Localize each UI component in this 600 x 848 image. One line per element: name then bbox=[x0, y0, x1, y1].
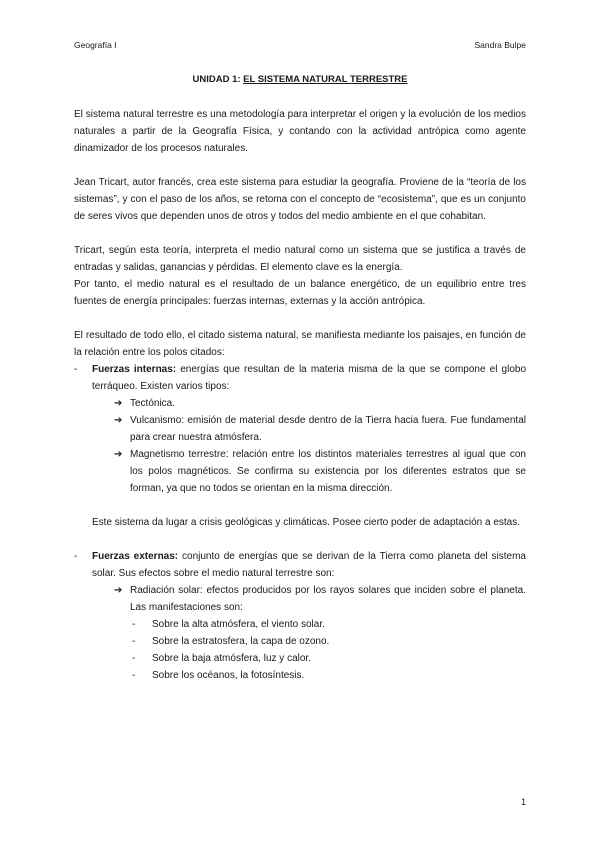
list-item-fuerzas-externas bbox=[74, 548, 526, 582]
sub-item-estratosfera: Sobre la estratosfera, la capa de ozono. bbox=[152, 636, 330, 647]
dash-bullet: - bbox=[132, 670, 136, 681]
list-item bbox=[132, 616, 526, 633]
arrow-icon: ➔ bbox=[114, 449, 123, 460]
list-item bbox=[114, 395, 526, 412]
paragraph-theory: Tricart, según esta teoría, interpreta el medio natural como un sistema que se justifica a través de entradas y salidas, ganancias y pérdidas. El elemento clave es la energía. bbox=[74, 245, 526, 273]
list-item bbox=[132, 667, 526, 684]
header-subject: Geografía I bbox=[74, 40, 117, 50]
fuerzas-internas-text: energías que resultan de la materia misma de la que se compone el globo terráqueo. Existen varios tipos: bbox=[92, 364, 526, 392]
paragraph-tricart: Jean Tricart, autor francés, crea este sistema para estudiar la geografía. Proviene de la “teoría de los sistemas”, y con el paso de los años, se retoma con el concepto de “ecosistema”, que es un conjunto de seres vivos que dependen unos de otros y todos del medio ambiente en el que cohabitan. bbox=[74, 177, 526, 222]
fuerzas-externas-label: Fuerzas externas: bbox=[92, 551, 179, 562]
dash-bullet: - bbox=[74, 551, 78, 562]
internas-item-tectonica: Tectónica. bbox=[130, 398, 176, 409]
externas-arrow-list bbox=[114, 582, 526, 684]
dash-bullet: - bbox=[132, 653, 136, 664]
list-item bbox=[114, 412, 526, 446]
sub-item-alta-atmosfera: Sobre la alta atmósfera, el viento solar. bbox=[152, 619, 325, 630]
paragraph-intro: El sistema natural terrestre es una metodología para interpretar el origen y la evolución de los medios naturales a partir de la Geografía Física, y contando con la actividad antrópica como agente dinamizador de los procesos naturales. bbox=[74, 109, 526, 154]
page-title bbox=[0, 74, 600, 85]
paragraph-result: El resultado de todo ello, el citado sistema natural, se manifiesta mediante los paisajes, en función de la relación entre los polos citados: bbox=[74, 330, 526, 358]
page-number: 1 bbox=[520, 797, 526, 807]
fuerzas-internas-label: Fuerzas internas: bbox=[92, 364, 177, 375]
externas-item-radiacion: Radiación solar: efectos producidos por los rayos solares que inciden sobre el planeta. Las manifestaciones son: bbox=[130, 585, 526, 613]
document-body bbox=[74, 106, 526, 684]
radiacion-sub-list bbox=[132, 616, 526, 684]
list-item bbox=[132, 633, 526, 650]
sub-item-baja-atmosfera: Sobre la baja atmósfera, luz y calor. bbox=[152, 653, 311, 664]
dash-bullet: - bbox=[132, 619, 136, 630]
internas-after-text: Este sistema da lugar a crisis geológicas y climáticas. Posee cierto poder de adaptación a estas. bbox=[92, 517, 520, 528]
internas-arrow-list bbox=[114, 395, 526, 497]
arrow-icon: ➔ bbox=[114, 398, 123, 409]
list-item bbox=[114, 582, 526, 616]
internas-item-magnetismo: Magnetismo terrestre: relación entre los distintos materiales terrestres al igual que con los polos magnéticos. Se confirma su existencia por los diferentes estratos que se forman, ya que no todos se orientan en la misma dirección. bbox=[130, 449, 526, 494]
internas-item-vulcanismo: Vulcanismo: emisión de material desde dentro de la Tierra hacia fuera. Fue fundamental para crear nuestra atmósfera. bbox=[130, 415, 526, 443]
arrow-icon: ➔ bbox=[114, 415, 123, 426]
header-author: Sandra Bulpe bbox=[474, 40, 526, 50]
title-underlined: EL SISTEMA NATURAL TERRESTRE bbox=[243, 74, 408, 85]
list-item bbox=[132, 650, 526, 667]
arrow-icon: ➔ bbox=[114, 585, 123, 596]
dash-bullet: - bbox=[74, 364, 78, 375]
title-prefix: UNIDAD 1: bbox=[192, 74, 244, 85]
paragraph-balance: Por tanto, el medio natural es el resultado de un balance energético, de un equilibrio entre tres fuentes de energía principales: fuerzas internas, externas y la acción antrópica. bbox=[74, 279, 526, 307]
dash-bullet: - bbox=[132, 636, 136, 647]
list-item-fuerzas-internas bbox=[74, 361, 526, 395]
list-item bbox=[114, 446, 526, 497]
sub-item-oceanos: Sobre los océanos, la fotosíntesis. bbox=[152, 670, 305, 681]
fuerzas-externas-text: conjunto de energías que se derivan de la Tierra como planeta del sistema solar. Sus efectos sobre el medio natural terrestre son: bbox=[92, 551, 526, 579]
